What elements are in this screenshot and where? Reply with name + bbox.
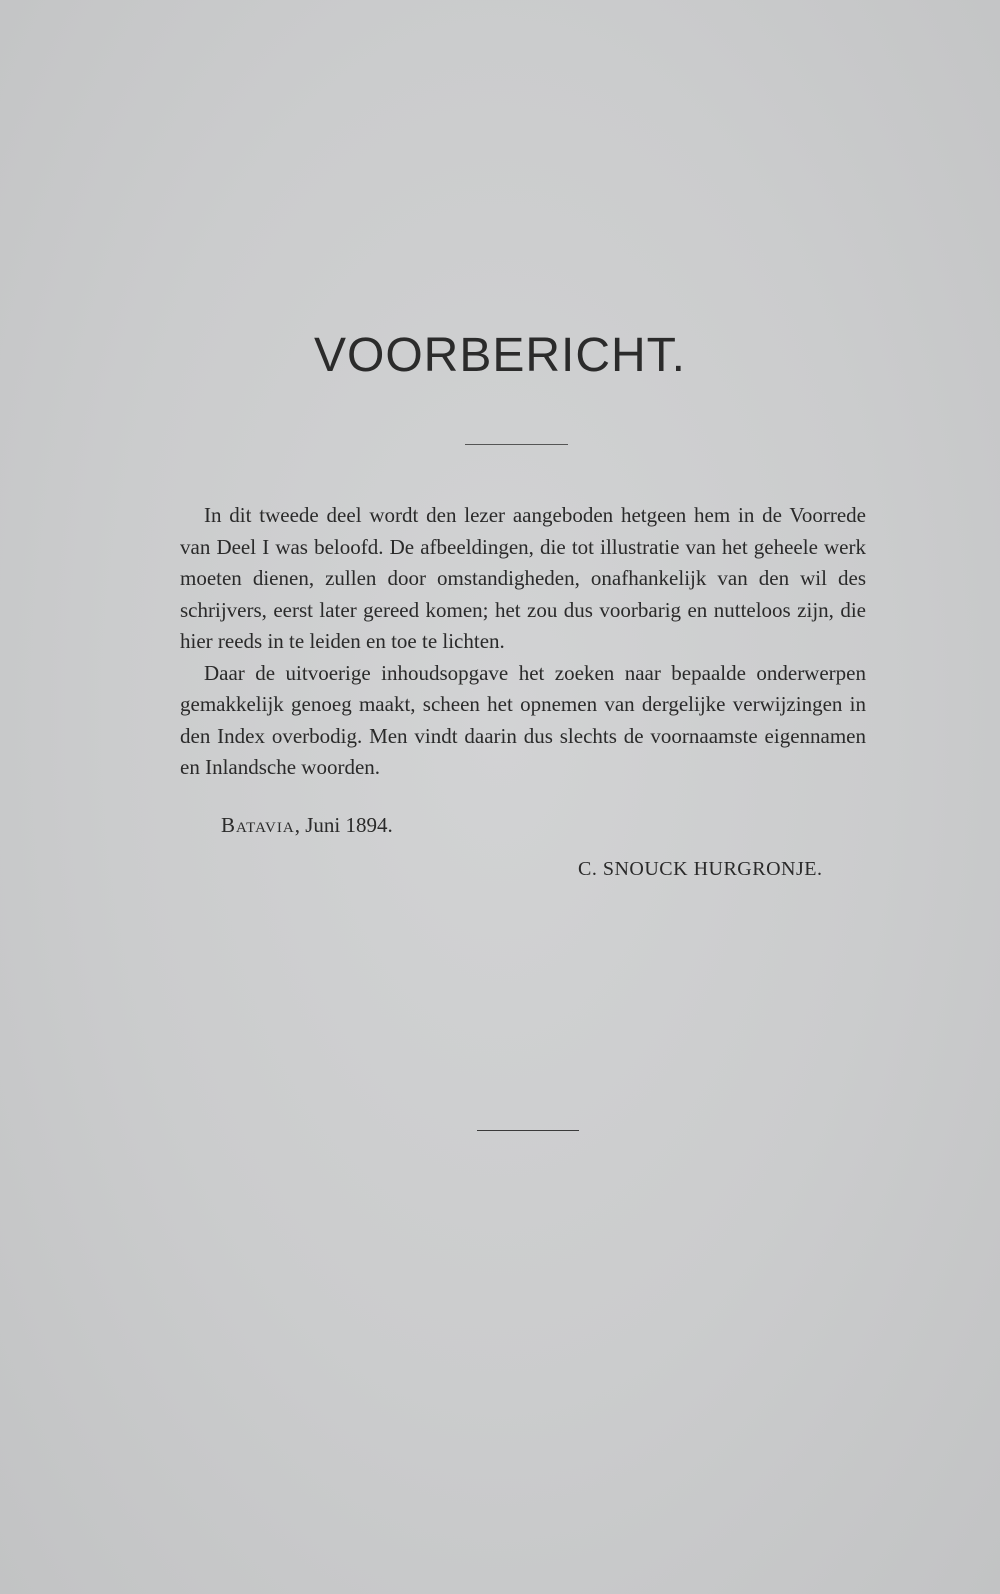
date-text: Juni 1894. (305, 813, 393, 837)
author-signature: C. SNOUCK HURGRONJE. (578, 858, 823, 880)
place-name: Batavia (221, 813, 295, 837)
page-title: VOORBERICHT. (313, 329, 687, 382)
paragraph-2: Daar de uitvoerige inhoudsopgave het zoeken naar bepaalde onderwerpen gemakkelijk genoeg maakt, scheen het opnemen van dergelijke verwijzingen in den Index overbodig. Men vindt daarin dus slechts de voornaamste eigennamen en Inlandsche woorden. (180, 660, 866, 779)
closing-divider (477, 1130, 579, 1131)
place-date-line (221, 813, 393, 838)
title-divider (465, 444, 568, 445)
place-date-separator: , (294, 813, 306, 837)
body-text (180, 500, 866, 784)
paragraph-1: In dit tweede deel wordt den lezer aangeboden hetgeen hem in de Voorrede van Deel I was beloofd. De afbeeldingen, die tot illustratie van het geheele werk moeten dienen, zullen door omstandigheden, onafhankelijk van den wil des schrijvers, eerst later gereed komen; het zou dus voorbarig en nutteloos zijn, die hier reeds in te leiden en toe te lichten. (180, 503, 866, 653)
